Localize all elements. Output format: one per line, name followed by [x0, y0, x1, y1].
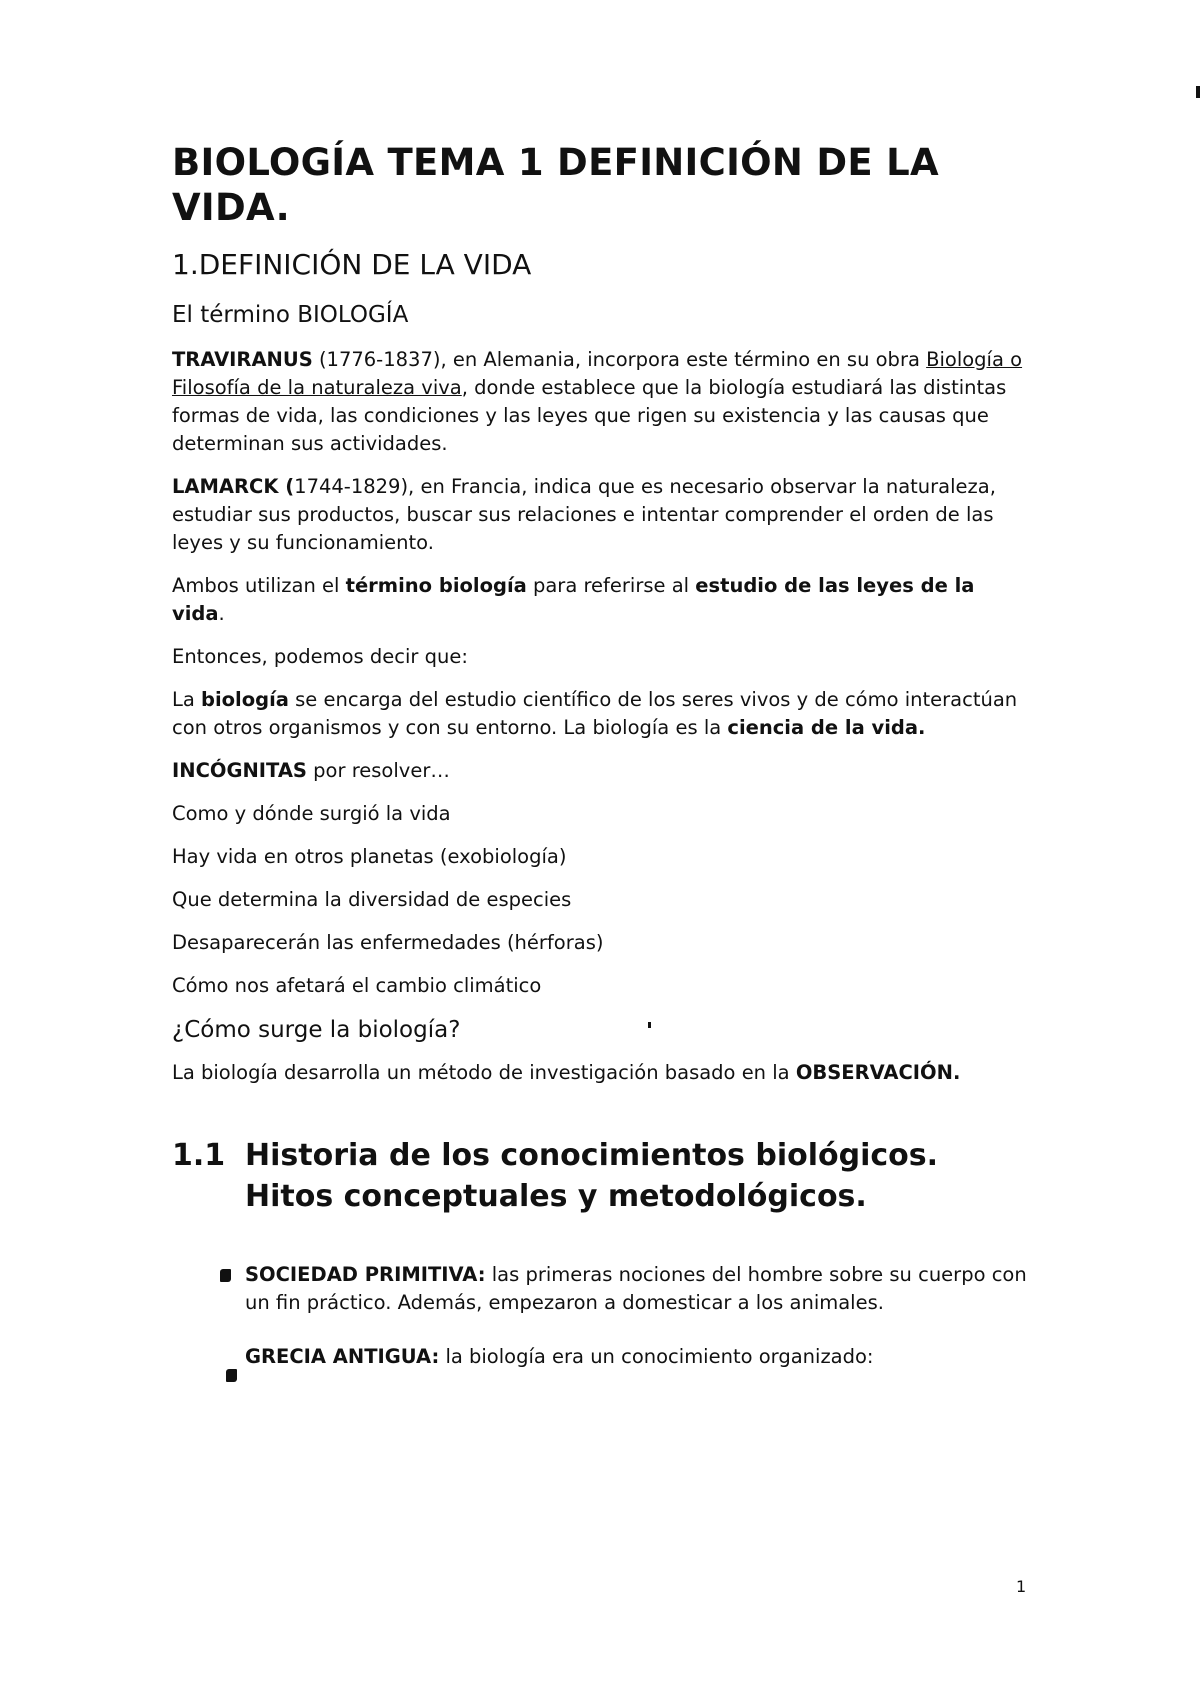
paragraph-entonces: Entonces, podemos decir que: [172, 645, 468, 668]
paragraph-incognitas [172, 757, 1032, 785]
section-title: Historia de los conocimientos biológicos. Hitos conceptuales y metodológicos. [245, 1138, 939, 1214]
bullet-text: las primeras nociones del hombre sobre su cuerpo con un fin práctico. Además, empezaron a domesticar a los animales. [245, 1263, 1027, 1314]
bullet-icon [220, 1269, 231, 1282]
name-traviranus: TRAVIRANUS [172, 348, 313, 371]
bullet-item [172, 1343, 1032, 1371]
edge-mark [1196, 86, 1200, 98]
document-page [172, 140, 1032, 1397]
heading-como-surge: ¿Cómo surge la biología? [172, 1017, 461, 1043]
section-heading [172, 1135, 1032, 1217]
incognitas-text: por resolver… [306, 759, 450, 782]
ambos-bold-2: estudio de las leyes de la vida [172, 574, 975, 625]
biologia-text-1: La [172, 688, 202, 711]
heading-termino-biologia: El término BIOLOGÍA [172, 302, 409, 328]
name-lamarck: LAMARCK ( [172, 475, 295, 498]
bullet-label: GRECIA ANTIGUA: [245, 1345, 440, 1368]
paragraph-metodo [172, 1059, 1032, 1087]
question-item: Cómo nos afetará el cambio climático [172, 974, 542, 997]
ambos-text-2: para referirse al [526, 574, 696, 597]
ambos-text-3: . [218, 602, 225, 625]
question-item: Hay vida en otros planetas (exobiología) [172, 845, 567, 868]
biologia-bold-1: biología [201, 688, 289, 711]
traviranus-text-1: (1776-1837), en Alemania, incorpora este término en su obra [312, 348, 927, 371]
question-item: Desaparecerán las enfermedades (hérforas) [172, 931, 604, 954]
bullet-text: la biología era un conocimiento organizado: [439, 1345, 874, 1368]
ambos-text-1: Ambos utilizan el [172, 574, 346, 597]
lamarck-text: 1744-1829), en Francia, indica que es necesario observar la naturaleza, estudiar sus productos, buscar sus relaciones e intentar comprender el orden de las leyes y su funcionamiento. [172, 475, 996, 554]
paragraph-traviranus [172, 346, 1032, 458]
bullet-item [172, 1261, 1032, 1317]
section-number: 1.1 [172, 1138, 226, 1173]
question-item: Como y dónde surgió la vida [172, 802, 451, 825]
paragraph-ambos [172, 572, 1032, 628]
metodo-bold: OBSERVACIÓN. [795, 1061, 961, 1084]
document-title: BIOLOGÍA TEMA 1 DEFINICIÓN DE LA VIDA. [172, 141, 939, 229]
work-title: Biología o Filosofía de la naturaleza viva [172, 348, 1023, 399]
question-item: Que determina la diversidad de especies [172, 888, 572, 911]
metodo-text: La biología desarrolla un método de investigación basado en la [172, 1061, 796, 1084]
biologia-text-2: se encarga del estudio científico de los seres vivos y de cómo interactúan con otros organismos y con su entorno. La biología es la [172, 688, 1018, 739]
bullet-label: SOCIEDAD PRIMITIVA: [245, 1263, 486, 1286]
biologia-bold-2: ciencia de la vida. [727, 716, 926, 739]
ambos-bold-1: término biología [345, 574, 527, 597]
heading-definicion: 1.DEFINICIÓN DE LA VIDA [172, 248, 532, 281]
paragraph-biologia [172, 686, 1032, 742]
paragraph-lamarck [172, 473, 1032, 557]
bullet-icon [226, 1369, 237, 1382]
traviranus-text-2: , donde establece que la biología estudiará las distintas formas de vida, las condiciones y las leyes que rigen su existencia y las causas que determinan sus actividades. [172, 376, 1007, 455]
stray-mark [648, 1022, 651, 1028]
page-number: 1 [1016, 1577, 1027, 1596]
incognitas-label: INCÓGNITAS [172, 759, 307, 782]
